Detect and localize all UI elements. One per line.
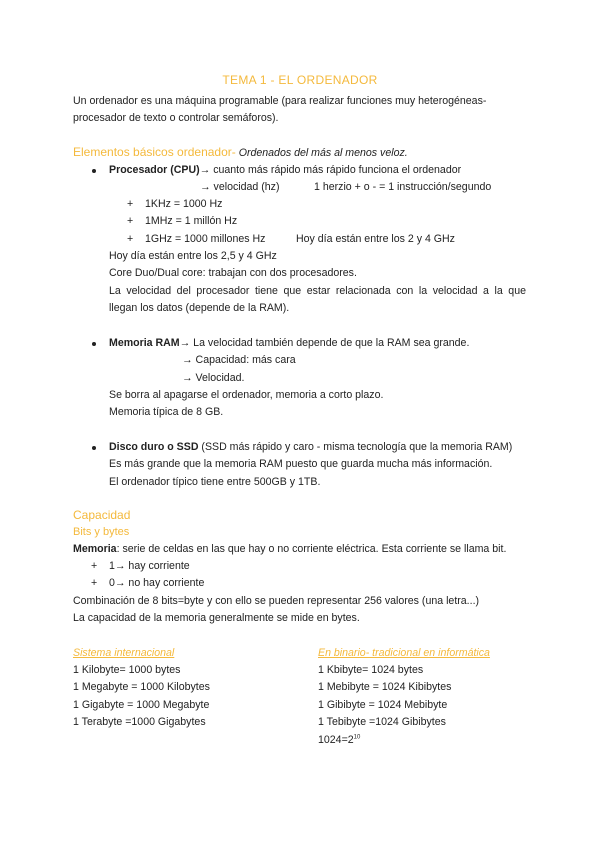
unit-ghz: 1GHz = 1000 millones Hz — [145, 233, 266, 245]
disk-line — [109, 440, 512, 455]
binary-row: 1 Gibibyte = 1024 Mebibyte — [318, 699, 448, 711]
binary-row: 1 Kbibyte= 1024 bytes — [318, 664, 424, 676]
si-row: 1 Gigabyte = 1000 Megabyte — [73, 699, 210, 711]
intro-line-2: procesador de texto o controlar semáforos). — [73, 112, 279, 124]
section-heading-text: Elementos básicos ordenador- — [73, 145, 236, 159]
plus-bullet: + — [127, 215, 134, 227]
disk-note-2: El ordenador típico tiene entre 500GB y 1TB. — [109, 476, 321, 488]
bit-one: 1→ hay corriente — [109, 560, 190, 572]
bullet-dot — [92, 342, 96, 346]
disk-term: Disco duro o SSD — [109, 441, 199, 453]
plus-bullet: + — [91, 577, 98, 589]
si-row: 1 Megabyte = 1000 Kilobytes — [73, 681, 210, 693]
intro-line-1: Un ordenador es una máquina programable (para realizar funciones muy heterogéneas- — [73, 95, 487, 107]
binary-row: 1 Mebibyte = 1024 Kibibytes — [318, 681, 452, 693]
cpu-hertz: 1 herzio + o - = 1 instrucción/segundo — [314, 181, 492, 193]
plus-bullet: + — [91, 560, 98, 572]
memory-definition — [73, 542, 506, 557]
binary-row: 1 Tebibyte =1024 Gibibytes — [318, 716, 446, 728]
cpu-line — [109, 163, 461, 178]
ram-line — [109, 336, 469, 351]
section-heading-capacity: Capacidad — [73, 508, 131, 522]
cpu-note-1: Hoy día están entre los 2,5 y 4 GHz — [109, 250, 277, 262]
power-exponent: 10 — [353, 734, 361, 741]
memory-term: Memoria — [73, 543, 117, 555]
page-title: TEMA 1 - EL ORDENADOR — [222, 73, 378, 87]
byte-combination: Combinación de 8 bits=byte y con ello se pueden representar 256 valores (una letra...) — [73, 595, 480, 607]
cpu-note-3b: llegan los datos (depende de la RAM). — [109, 302, 290, 314]
power-of-two — [318, 733, 360, 748]
plus-bullet: + — [127, 233, 134, 245]
section-heading-note: Ordenados del más al menos veloz. — [238, 147, 408, 159]
unit-note: Hoy día están entre los 2 y 4 GHz — [296, 233, 455, 245]
column-heading-binary: En binario- tradicional en informática — [318, 647, 490, 659]
si-row: 1 Kilobyte= 1000 bytes — [73, 664, 181, 676]
ram-speed: → Velocidad. — [182, 372, 245, 384]
disk-desc: (SSD más rápido y caro - misma tecnología que la memoria RAM) — [198, 441, 513, 453]
ram-note-2: Memoria típica de 8 GB. — [109, 406, 224, 418]
bit-zero: 0→ no hay corriente — [109, 577, 205, 589]
bullet-dot — [92, 446, 96, 450]
ram-capacity: → Capacidad: más cara — [182, 354, 296, 366]
disk-note-1: Es más grande que la memoria RAM puesto que guarda mucha más información. — [109, 458, 493, 470]
power-base: 1024=2 — [318, 734, 354, 746]
bullet-dot — [92, 169, 96, 173]
ram-note-1: Se borra al apagarse el ordenador, memoria a corto plazo. — [109, 389, 384, 401]
ram-desc: → La velocidad también depende de que la RAM sea grande. — [179, 337, 470, 349]
unit-khz: 1KHz = 1000 Hz — [145, 198, 223, 210]
si-row: 1 Terabyte =1000 Gigabytes — [73, 716, 206, 728]
cpu-note-2: Core Duo/Dual core: trabajan con dos procesadores. — [109, 267, 357, 279]
cpu-speed: → velocidad (hz) — [200, 181, 280, 193]
cpu-note-3a: La velocidad del procesador tiene que estar relacionada con la velocidad a la que — [109, 285, 526, 297]
plus-bullet: + — [127, 198, 134, 210]
ram-term: Memoria RAM — [109, 337, 180, 349]
capacity-measure: La capacidad de la memoria generalmente se mide en bytes. — [73, 612, 360, 624]
section-heading-elements — [73, 145, 408, 161]
subheading-bits-bytes: Bits y bytes — [73, 526, 130, 538]
cpu-desc: → cuanto más rápido más rápido funciona el ordenador — [199, 164, 462, 176]
cpu-term: Procesador (CPU) — [109, 164, 200, 176]
unit-mhz: 1MHz = 1 millón Hz — [145, 215, 238, 227]
column-heading-si: Sistema internacional — [73, 647, 175, 659]
memory-desc: : serie de celdas en las que hay o no corriente eléctrica. Esta corriente se llama bit. — [116, 543, 507, 555]
